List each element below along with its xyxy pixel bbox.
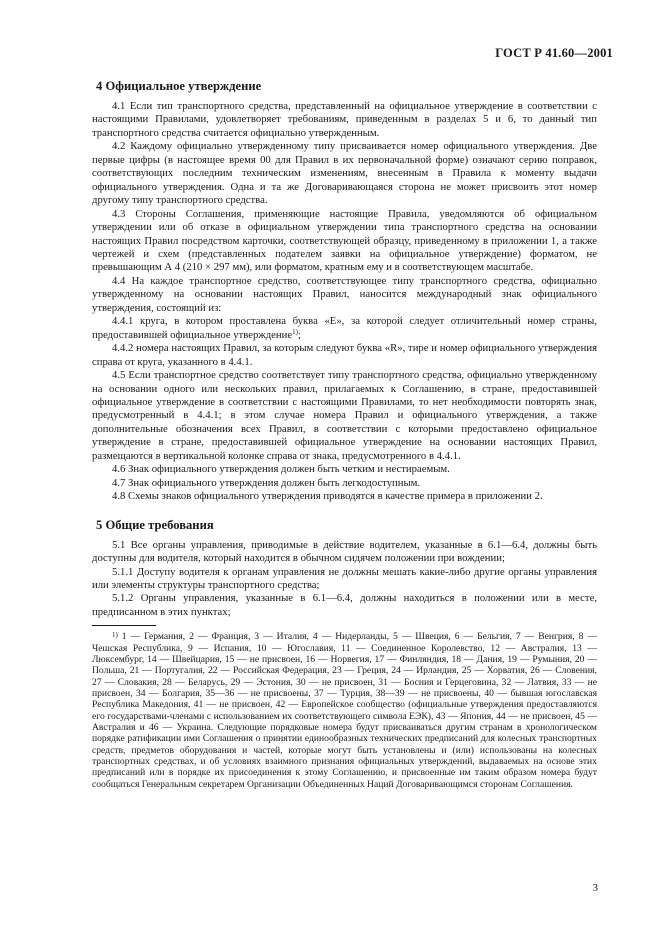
paragraph-4-1: 4.1 Если тип транспортного средства, представленный на официальное утверждение в соответствии с настоящими Правилами, удовлетворяет требованиям, приведенным в разделах 5 и 6, то данный тип транспортного средства считается официально утвержденным.	[92, 100, 597, 139]
paragraph-4-4-1-end: ;	[297, 328, 301, 341]
page-content	[92, 78, 597, 790]
footnote-text: 1 — Германия, 2 — Франция, 3 — Италия, 4 — Нидерланды, 5 — Швеция, 6 — Бельгия, 7 — Венгрия, 8 — Чешская Республика, 9 — Испания, 10 — Югославия, 11 — Соединенное Королевство, 12 — Австралия, 13 — Люксембург, 14 — Швейцария, 15 — не присвоен, 16 — Норвегия, 17 — Финляндия, 18 — Дания, 19 — Румыния, 20 — Польша, 21 — Португалия, 22 — Российская Федерация, 23 — Греция, 24 — Ирландия, 25 — Хорватия, 26 — Словения, 27 — Словакия, 28 — Беларусь, 29 — Эстония, 30 — не присвоен, 31 — Босния и Герцеговина, 32 — Латвия, 33 — не присвоен, 34 — Болгария, 35—36 — не присвоены, 37 — Турция, 38—39 — не присвоены, 40 — бывшая югославская Республика Македония, 41 — не присвоен, 42 — Европейское сообщество (официальные утверждения предоставляются его государствами-членами с использованием их соответствующего символа ЕЭК), 43 — Япония, 44 — не присвоен, 45 — Австралия и 46 — Украина. Следующие порядковые номера будут присваиваться другим странам в хронологическом порядке ратификации ими Соглашения о принятии единообразных технических предписаний для колесных транспортных средств, предметов оборудования и частей, которые могут быть установлены и (или) использованы на колесных транспортных средствах, и об условиях взаимного признания официальных утверждений, выдаваемых на основе этих предписаний или в порядке их присоединения к этому Соглашению, и присвоенные им таким образом номера будут сообщаться Генеральным секретарем Организации Объединенных Наций Договаривающимся сторонам Соглашения.	[92, 631, 597, 790]
paragraph-4-4-1-text: 4.4.1 круга, в котором проставлена буква «Е», за которой следует отличительный номер страны, предоставившей официальное утверждение	[92, 315, 597, 341]
footnote	[92, 631, 597, 790]
section-5-heading: 5 Общие требования	[96, 517, 214, 532]
paragraph-4-5: 4.5 Если транспортное средство соответствует типу транспортного средства, официально утвержденному на основании одного или нескольких правил, прилагаемых к Соглашению, в стране, предоставившей официальное утверждение в соответствии с настоящими Правилами, то нет необходимости повторять знак, предусмотренный в 4.4.1; в этом случае номера Правил и официального утверждения, а также дополнительные обозначения всех Правил, в соответствии с которыми предоставлено официальное утверждение в стране, предоставившей официальное утверждение на основании настоящих Правил, размещаются в вертикальной колонке справа от знака, предусмотренного в 4.4.1.	[92, 369, 597, 462]
footnote-mark: 1)	[112, 631, 118, 640]
paragraph-4-4-1	[92, 315, 597, 342]
paragraph-4-4-2: 4.4.2 номера настоящих Правил, за которым следуют буква «R», тире и номер официального утверждения справа от круга, указанного в 4.4.1.	[92, 342, 597, 368]
page-number: 3	[592, 882, 598, 894]
paragraph-4-2: 4.2 Каждому официально утвержденному типу присваивается номер официального утверждения. Две первые цифры (в настоящее время 00 для Правил в их первоначальной форме) означают серию поправок, соответствующих последним техническим изменениям, внесенным в Правила к моменту выдачи официального утверждения. Одна и та же Договаривающаяся сторона не может присвоить этот номер другому типу транспортного средства.	[92, 140, 597, 207]
standard-header: ГОСТ Р 41.60—2001	[495, 46, 613, 60]
section-4-heading: 4 Официальное утверждение	[96, 79, 262, 93]
paragraph-5-1-1: 5.1.1 Доступу водителя к органам управления не должны мешать какие-либо другие органы управления или элементы структуры транспортного средства;	[92, 565, 597, 591]
paragraph-4-8: 4.8 Схемы знаков официального утверждения приводятся в качестве примера в приложении 2.	[112, 490, 543, 503]
paragraph-4-6: 4.6 Знак официального утверждения должен быть четким и нестираемым.	[112, 463, 450, 476]
footnote-reference: 1)	[292, 327, 298, 336]
paragraph-4-3: 4.3 Стороны Соглашения, применяющие настоящие Правила, уведомляются об официальном утверждении или об отказе в официальном утверждении типа транспортного средства на основании настоящих Правил посредством карточки, соответствующей образцу, приведенному в приложении 1, а также чертежей и схем (представленных подателем заявки на официальное утверждение) форматом, не превышающим А 4 (210 × 297 мм), или форматом, кратным ему и в соответствующем масштабе.	[92, 207, 597, 274]
paragraph-5-1: 5.1 Все органы управления, приводимые в действие водителем, указанные в 6.1—6.4, должны быть доступны для водителя, который находится в обычном сидячем положении при вождении;	[92, 538, 597, 565]
paragraph-5-1-2: 5.1.2 Органы управления, указанные в 6.1—6.4, должны находиться в положении или в месте, предписанном в этих пунктах;	[92, 592, 597, 618]
paragraph-4-7: 4.7 Знак официального утверждения должен быть легкодоступным.	[112, 476, 421, 489]
paragraph-4-4: 4.4 На каждое транспортное средство, соответствующее типу транспортного средства, официально утвержденному на основании настоящих Правил, наносится международный знак официального утверждения, состоящий из:	[92, 274, 597, 314]
